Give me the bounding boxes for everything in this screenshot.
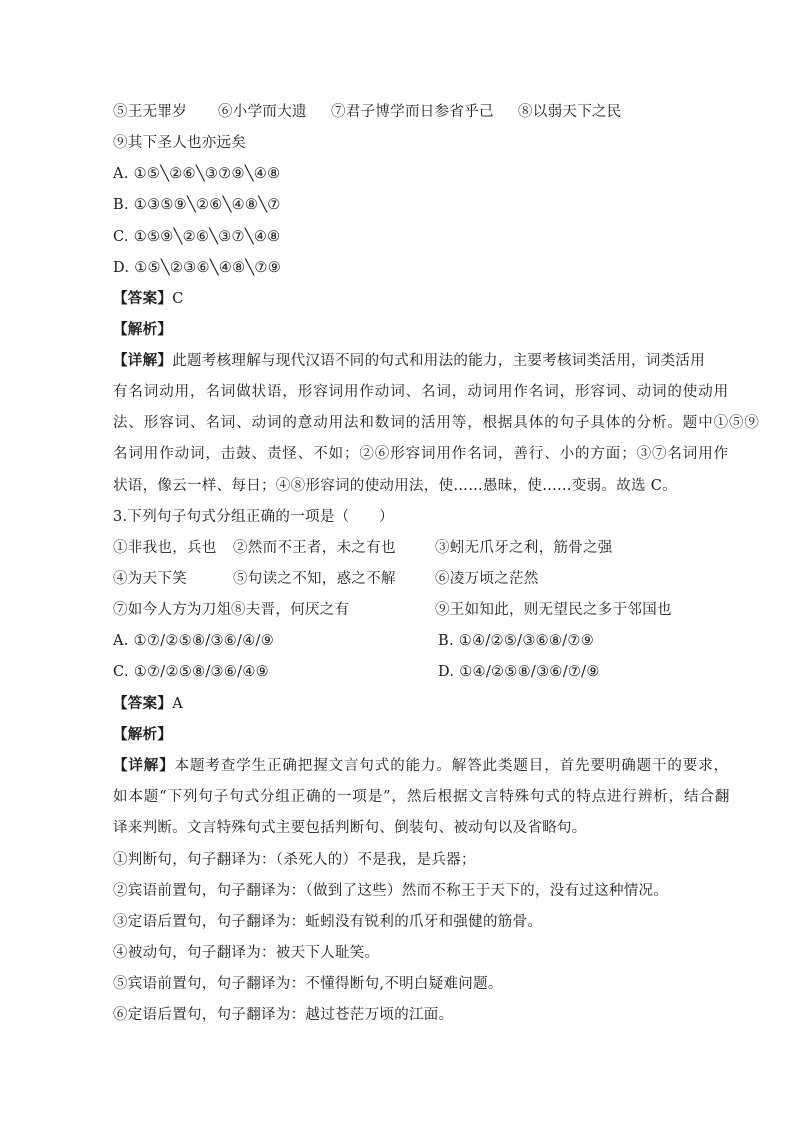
item-9: ⑨其下圣人也亦远矣 <box>113 135 247 151</box>
detail2-line-2: 如本题“下列句子句式分组正确的一项是”，然后根据文言特殊句式的特点进行辨析，结合翻 <box>113 789 731 805</box>
q3-choice-c: C. ①⑦/②⑤⑧/③⑥/④⑨ <box>113 664 269 680</box>
detail2-line-1: 【详解】本题考查学生正确把握文言句式的能力。解答此类题目，首先要明确题干的要求， <box>113 757 730 774</box>
item-8: ⑧以弱天下之民 <box>518 104 622 120</box>
detail2-line-3: 译来判断。文言特殊句式主要包括判断句、倒装句、被动句以及省略句。 <box>113 820 587 836</box>
choice-c: C. ①⑤⑨╲②⑥╲③⑦╲④⑧ <box>113 229 281 245</box>
q3-row-1: ①非我也，兵也 ②然而不王者，未之有也 ③蚓无爪牙之利，筋骨之强 <box>113 540 613 556</box>
question-3: 3.下列句子句式分组正确的一项是（ ） <box>113 509 394 525</box>
q3-choice-d: D. ①④/②⑤⑧/③⑥/⑦/⑨ <box>438 664 600 680</box>
item-6: ⑥小学而大遗 <box>218 104 307 120</box>
options-row-5-8 <box>113 102 693 122</box>
choice-d: D. ①⑤╲②③⑥╲④⑧╲⑦⑨ <box>113 260 282 276</box>
answer-label: 【答案】 <box>113 290 173 307</box>
detail-line-5: 状语，像云一样、每日；④⑧形容词的使动用法，使……愚昧，使……变弱。故选 C。 <box>113 478 677 494</box>
q3-choices-cd <box>113 662 693 682</box>
answer-value: C <box>172 291 184 307</box>
explain-5: ⑤宾语前置句，句子翻译为：不懂得断句,不明白疑难问题。 <box>113 976 503 992</box>
q3-row-3: ⑦如今人方为刀俎 ⑧夫晋，何厌之有 ⑨王如知此，则无望民之多于邻国也 <box>113 602 672 618</box>
detail-line-4: 名词用作动词，击鼓、责怪、不如；②⑥形容词用作名词，善行、小的方面；③⑦名词用作 <box>113 446 729 462</box>
explain-4: ④被动句，句子翻译为：被天下人耻笑。 <box>113 945 380 961</box>
q3-choice-a: A. ①⑦/②⑤⑧/③⑥/④/⑨ <box>113 633 275 649</box>
explain-2: ②宾语前置句，句子翻译为：（做到了这些）然而不称王于天下的，没有过这种情况。 <box>113 883 669 899</box>
detail-line-2: 有名词动用，名词做状语，形容词用作动词、名词，动词用作名词，形容词、动词的使动用 <box>113 384 729 400</box>
explain-3: ③定语后置句，句子翻译为：蚯蚓没有锐利的爪牙和强健的筋骨。 <box>113 914 543 930</box>
choice-b: B. ①③⑤⑨╲②⑥╲④⑧╲⑦ <box>113 197 281 213</box>
item-7: ⑦君子博学而日参省乎己 <box>331 104 494 120</box>
explain-6: ⑥定语后置句，句子翻译为：越过苍茫万顷的江面。 <box>113 1007 454 1023</box>
answer-line-2: 【答案】A <box>113 695 183 712</box>
q3-choice-b: B. ①④/②⑤/③⑥⑧/⑦⑨ <box>438 633 595 649</box>
q3-row-2: ④为天下笑 ⑤句读之不知，惑之不解 ⑥凌万顷之茫然 <box>113 571 539 587</box>
analysis-label: 【解析】 <box>113 321 173 338</box>
analysis-label-2: 【解析】 <box>113 726 173 743</box>
item-5: ⑤王无罪岁 <box>113 104 187 120</box>
detail-label: 【详解】 <box>113 352 173 369</box>
explain-1: ①判断句，句子翻译为：（杀死人的）不是我，是兵器； <box>113 852 476 868</box>
detail-line-1: 【详解】此题考核理解与现代汉语不同的句式和用法的能力，主要考核词类活用，词类活用 <box>113 352 705 369</box>
answer-line <box>113 289 693 309</box>
detail-line-3: 法、形容词、名词、动词的意动用法和数词的活用等，根据具体的句子具体的分析。题中①⑤⑨ <box>113 415 760 431</box>
q3-choices-ab <box>113 631 693 651</box>
choice-a: A. ①⑤╲②⑥╲③⑦⑨╲④⑧ <box>113 166 281 182</box>
